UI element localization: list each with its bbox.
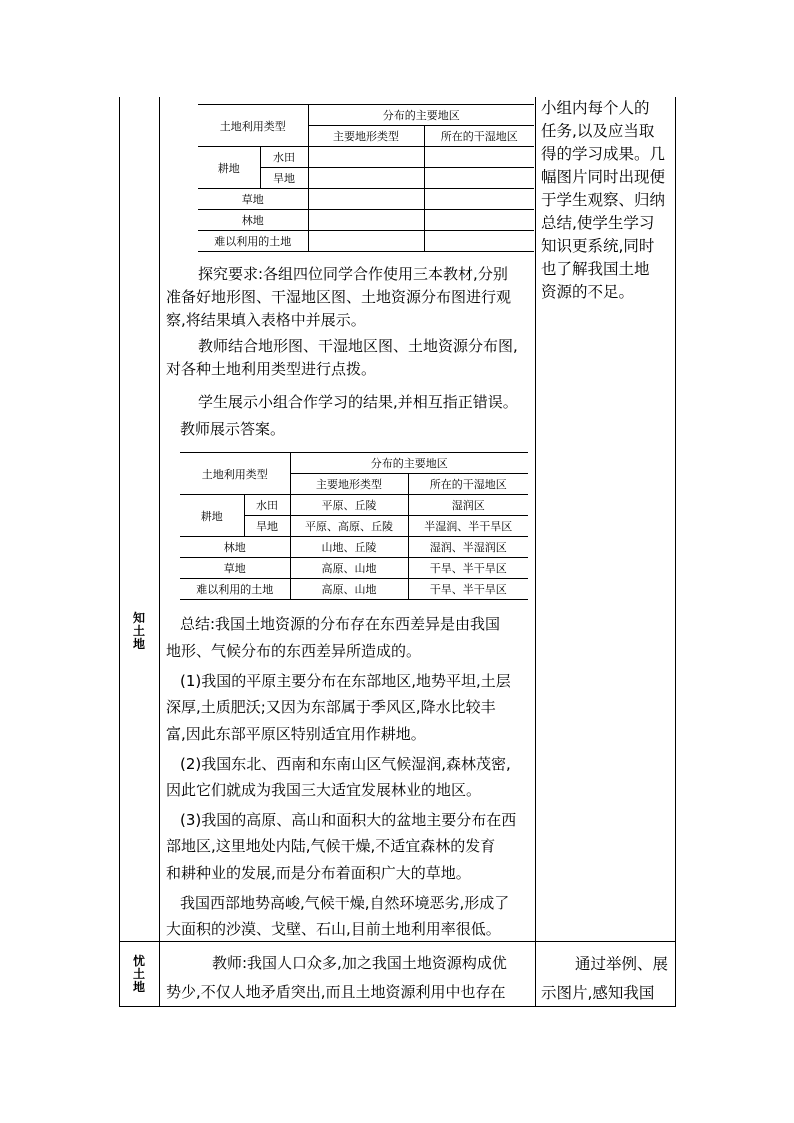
cell-land-name: 难以利用的土地: [180, 579, 290, 600]
cell-lindi: 林地: [198, 210, 308, 231]
note-text: 任务,以及应当取: [541, 122, 655, 140]
paragraph-text: 教师:我国人口众多,加之我国土地资源构成优: [212, 954, 507, 972]
cell-land-name: 旱地: [244, 516, 290, 537]
cell-terrain: 高原、山地: [290, 558, 408, 579]
section-label-you-tudi: 忧土地: [132, 954, 145, 994]
note-text: 得的学习成果。几: [541, 145, 666, 163]
cell-humidity: 湿润、半湿润区: [408, 537, 528, 558]
header-humidity: 所在的干湿地区: [424, 126, 534, 147]
header-land-type: 土地利用类型: [180, 453, 290, 495]
cell-humidity: 干旱、半干旱区: [408, 558, 528, 579]
cell-caodi: 草地: [198, 189, 308, 210]
paragraph-text: 部地区,这里地处内陆,气候干燥,不适宜森林的发育: [166, 837, 496, 855]
col-divider-2: [535, 97, 536, 1007]
cell-gengdi: 耕地: [180, 495, 244, 537]
note-text: 通过举例、展: [575, 955, 669, 973]
cell-land-name: 水田: [244, 495, 290, 516]
cell-humidity: 半湿润、半干旱区: [408, 516, 528, 537]
note-text: 示图片,感知我国: [541, 984, 655, 1002]
paragraph-text: 富,因此东部平原区特别适宜用作耕地。: [166, 725, 426, 743]
empty-cell: [424, 147, 534, 168]
header-distribution: 分布的主要地区: [290, 453, 528, 474]
cell-terrain: 平原、丘陵: [290, 495, 408, 516]
paragraph-text: 地形、气候分布的东西差异所造成的。: [166, 642, 422, 660]
note-text: 知识更系统,同时: [541, 237, 655, 255]
paragraph-text: 大面积的沙漠、戈壁、石山,目前土地利用率很低。: [166, 920, 501, 938]
paragraph-text: 我国西部地势高峻,气候干燥,自然环境恶劣,形成了: [180, 894, 510, 912]
paragraph-text: 准备好地形图、干湿地区图、土地资源分布图进行观: [166, 288, 512, 306]
cell-land-name: 林地: [180, 537, 290, 558]
paragraph-text: 总结:我国土地资源的分布存在东西差异是由我国: [180, 615, 501, 633]
answer-table: [180, 452, 528, 600]
paragraph-text: 因此它们就成为我国三大适宜发展林业的地区。: [166, 781, 482, 799]
empty-cell: [424, 231, 534, 252]
col-divider-1: [159, 97, 160, 1007]
paragraph-text: 势少,不仅人地矛盾突出,而且土地资源利用中也存在: [166, 983, 506, 1001]
section-label-zhi-tudi: 知土地: [132, 611, 145, 651]
paragraph-text: 对各种土地利用类型进行点拨。: [166, 360, 377, 378]
cell-gengdi: 耕地: [198, 147, 260, 189]
outer-right-border: [675, 97, 676, 1007]
cell-land-name: 草地: [180, 558, 290, 579]
empty-cell: [308, 189, 424, 210]
note-text: 资源的不足。: [541, 283, 635, 301]
header-humidity: 所在的干湿地区: [408, 474, 528, 495]
note-text: 总结,使学生学习: [541, 214, 655, 232]
cell-shuitian: 水田: [260, 147, 308, 168]
header-terrain: 主要地形类型: [290, 474, 408, 495]
paragraph-text: (1)我国的平原主要分布在东部地区,地势平坦,土层: [180, 672, 511, 690]
cell-terrain: 高原、山地: [290, 579, 408, 600]
paragraph-text: 教师结合地形图、干湿地区图、土地资源分布图,: [198, 337, 518, 355]
cell-humidity: 湿润区: [408, 495, 528, 516]
cell-handi: 旱地: [260, 168, 308, 189]
note-text: 幅图片同时出现便: [541, 168, 666, 186]
note-text: 小组内每个人的: [541, 99, 650, 117]
outer-bottom-border: [119, 1006, 676, 1007]
empty-cell: [308, 210, 424, 231]
header-terrain: 主要地形类型: [308, 126, 424, 147]
empty-cell: [424, 168, 534, 189]
empty-cell: [308, 168, 424, 189]
note-text: 也了解我国土地: [541, 260, 650, 278]
header-land-type: 土地利用类型: [198, 105, 308, 147]
row-divider: [119, 941, 676, 942]
paragraph-text: (3)我国的高原、高山和面积大的盆地主要分布在西: [180, 811, 517, 829]
cell-humidity: 干旱、半干旱区: [408, 579, 528, 600]
cell-terrain: 山地、丘陵: [290, 537, 408, 558]
paragraph-text: 察,将结果填入表格中并展示。: [166, 311, 366, 329]
paragraph-text: 学生展示小组合作学习的结果,并相互指正错误。: [198, 393, 518, 411]
empty-cell: [424, 210, 534, 231]
note-text: 于学生观察、归纳: [541, 191, 666, 209]
paragraph-text: 深厚,土质肥沃;又因为东部属于季风区,降水比较丰: [166, 698, 496, 716]
outer-left-border: [119, 97, 120, 1007]
paragraph-text: 教师展示答案。: [180, 420, 286, 438]
paragraph-text: 和耕种业的发展,而是分布着面积广大的草地。: [166, 864, 471, 882]
paragraph-text: 探究要求:各组四位同学合作使用三本教材,分别: [198, 265, 508, 283]
empty-cell: [308, 147, 424, 168]
empty-cell: [308, 231, 424, 252]
cell-terrain: 平原、高原、丘陵: [290, 516, 408, 537]
worksheet-table: [198, 104, 534, 252]
cell-nanyi: 难以利用的土地: [198, 231, 308, 252]
header-distribution: 分布的主要地区: [308, 105, 534, 126]
empty-cell: [424, 189, 534, 210]
paragraph-text: (2)我国东北、西南和东南山区气候湿润,森林茂密,: [180, 755, 511, 773]
